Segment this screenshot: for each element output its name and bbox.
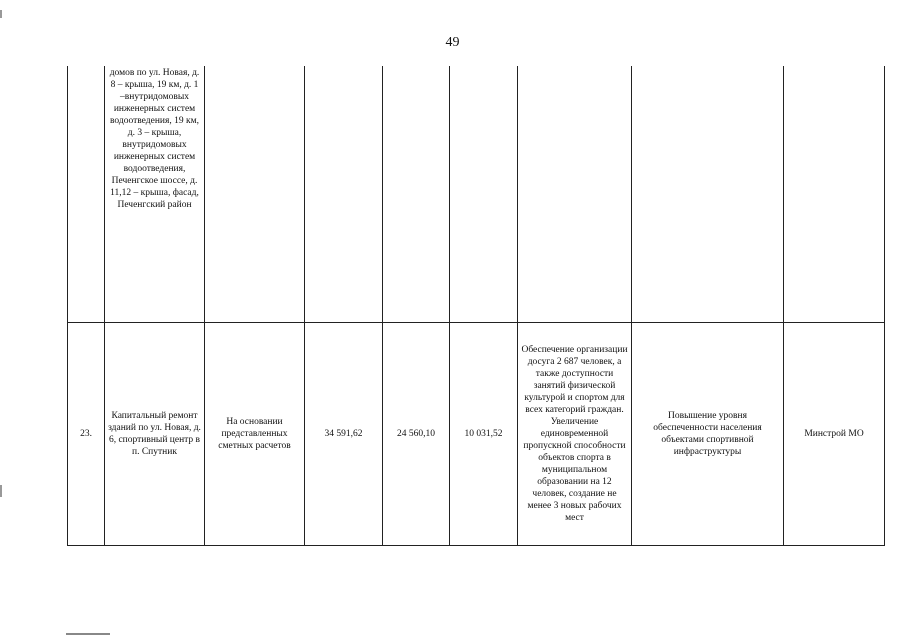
table-row-23	[68, 323, 885, 546]
scan-footer-mark	[66, 633, 110, 635]
cell-amount-2: 10 031,52	[450, 323, 518, 546]
cell-amount-1	[383, 66, 450, 323]
cell-executor	[784, 66, 885, 323]
cell-goal	[632, 66, 784, 323]
cell-number: 23.	[68, 323, 105, 546]
cell-goal: Повышение уровня обеспеченности населения объектами спортивной инфраструктуры	[632, 323, 784, 546]
cell-effect	[518, 66, 632, 323]
cell-total: 34 591,62	[305, 323, 383, 546]
cell-executor: Минстрой МО	[784, 323, 885, 546]
cell-amount-2	[450, 66, 518, 323]
cell-total	[305, 66, 383, 323]
scan-edge-mark-top	[0, 10, 2, 18]
document-table	[67, 66, 885, 546]
cell-basis	[205, 66, 305, 323]
cell-object-name: домов по ул. Новая, д. 8 – крыша, 19 км, д. 1 –внутридомовых инженерных систем водоотведения, 19 км, д. 3 – крыша, внутридомовых инженерных систем водоотведения, Печенгское шоссе, д. 11,12 – крыша, фасад, Печенгский район	[105, 66, 205, 323]
page-number: 49	[445, 35, 460, 50]
cell-number	[68, 66, 105, 323]
scan-edge-mark-mid	[0, 485, 2, 497]
cell-basis: На основании представленных сметных расчетов	[205, 323, 305, 546]
cell-effect: Обеспечение организации досуга 2 687 человек, а также доступности занятий физической культурой и спортом для всех категорий граждан. Увеличение единовременной пропускной способности объектов спорта в муниципальном образовании на 12 человек, создание не менее 3 новых рабочих мест	[518, 323, 632, 546]
cell-object-name: Капитальный ремонт зданий по ул. Новая, д. 6, спортивный центр в п. Спутник	[105, 323, 205, 546]
table-row-continuation	[68, 66, 885, 323]
cell-amount-1: 24 560,10	[383, 323, 450, 546]
